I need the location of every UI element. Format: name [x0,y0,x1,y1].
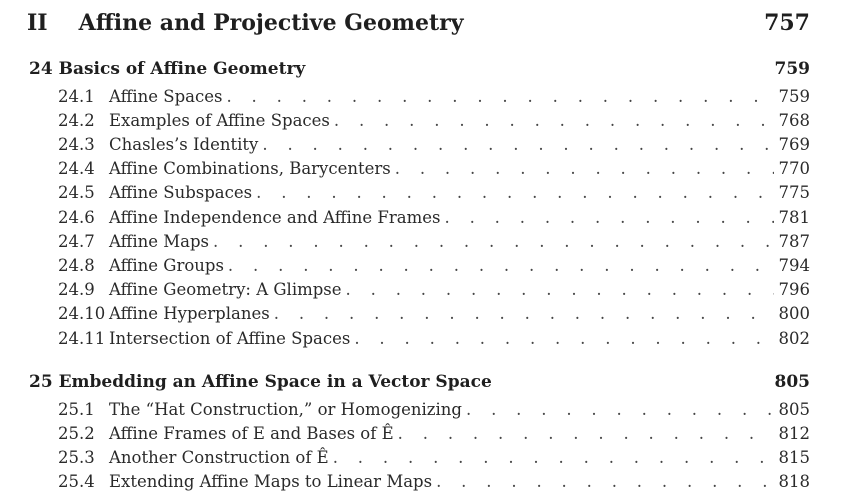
section-title: Affine Subspaces [109,183,253,203]
part-page: 757 [764,10,810,36]
toc-section-row[interactable] [58,397,810,421]
section-title: Affine Geometry: A Glimpse [109,280,342,300]
toc-section-row[interactable] [58,181,810,205]
toc-section-row[interactable] [58,445,810,469]
toc-section-row[interactable] [58,302,810,326]
chapter-number: 24 [29,59,53,79]
chapter-page: 805 [774,372,810,392]
section-number: 24.5 [58,183,95,203]
part-title: Affine and Projective Geometry [78,10,464,36]
section-number: 24.8 [58,255,95,275]
chapter-title-group [29,59,305,79]
chapter-heading[interactable] [29,370,810,394]
section-title: Affine Frames of E and Bases of Ê [109,423,394,443]
section-title: Affine Maps [109,231,210,251]
chapter-title: Embedding an Affine Space in a Vector Space [58,372,492,392]
dot-leader [274,304,774,323]
section-title: Affine Hyperplanes [109,304,270,324]
section-title: Another Construction of Ê [109,447,329,467]
dot-leader [256,183,774,202]
dot-leader [466,400,774,419]
toc-section-row[interactable] [58,278,810,302]
section-number: 25.4 [58,472,95,492]
section-page: 787 [778,231,810,251]
dot-leader [398,424,774,443]
section-number: 24.7 [58,231,95,251]
dot-leader [262,135,774,154]
part-title-group [27,10,464,36]
section-number: 25.2 [58,423,95,443]
dot-leader [334,111,774,130]
dot-leader [436,472,774,491]
section-title: Affine Combinations, Barycenters [109,159,391,179]
section-page: 800 [778,304,810,324]
toc-section-row[interactable] [58,229,810,253]
section-number: 25.3 [58,447,95,467]
section-number: 24.9 [58,280,95,300]
section-title: Intersection of Affine Spaces [109,328,351,348]
chapter-number: 25 [29,372,53,392]
section-number: 24.6 [58,207,95,227]
section-number: 24.10 [58,304,106,324]
section-number: 24.11 [58,328,106,348]
chapter-title-group [29,372,492,392]
section-page: 794 [778,255,810,275]
dot-leader [444,208,774,227]
section-page: 796 [778,280,810,300]
section-number: 24.2 [58,110,95,130]
part-number: II [27,10,48,36]
section-title: Affine Groups [109,255,224,275]
section-title: Examples of Affine Spaces [109,110,330,130]
dot-leader [395,159,774,178]
section-page: 805 [778,399,810,419]
toc-section-row[interactable] [58,326,810,350]
section-page: 769 [778,134,810,154]
chapter-title: Basics of Affine Geometry [58,59,306,79]
section-title: Affine Independence and Affine Frames [109,207,441,227]
section-page: 781 [778,207,810,227]
section-page: 802 [778,328,810,348]
dot-leader [226,87,774,106]
section-page: 759 [778,86,810,106]
dot-leader [333,448,774,467]
section-number: 24.3 [58,134,95,154]
section-page: 768 [778,110,810,130]
toc-section-row[interactable] [58,253,810,277]
toc-section-row[interactable] [58,157,810,181]
section-title: The “Hat Construction,” or Homogenizing [109,399,462,419]
section-title: Affine Spaces [109,86,223,106]
toc-section-row[interactable] [58,84,810,108]
toc-section-row[interactable] [58,108,810,132]
section-page: 770 [778,159,810,179]
dot-leader [354,329,774,348]
dot-leader [213,232,774,251]
dot-leader [346,280,774,299]
section-number: 24.1 [58,86,95,106]
dot-leader [228,256,774,275]
section-page: 815 [778,447,810,467]
toc-section-row[interactable] [58,421,810,445]
chapter-heading[interactable] [29,57,810,81]
section-page: 812 [778,423,810,443]
section-page: 818 [778,472,810,492]
toc-section-row[interactable] [58,132,810,156]
section-title: Extending Affine Maps to Linear Maps [109,472,433,492]
chapter-page: 759 [774,59,810,79]
toc-section-row[interactable] [58,205,810,229]
section-number: 24.4 [58,159,95,179]
toc-section-row[interactable] [58,470,810,494]
part-heading [27,8,810,38]
section-number: 25.1 [58,399,95,419]
section-title: Chasles’s Identity [109,134,259,154]
section-page: 775 [778,183,810,203]
